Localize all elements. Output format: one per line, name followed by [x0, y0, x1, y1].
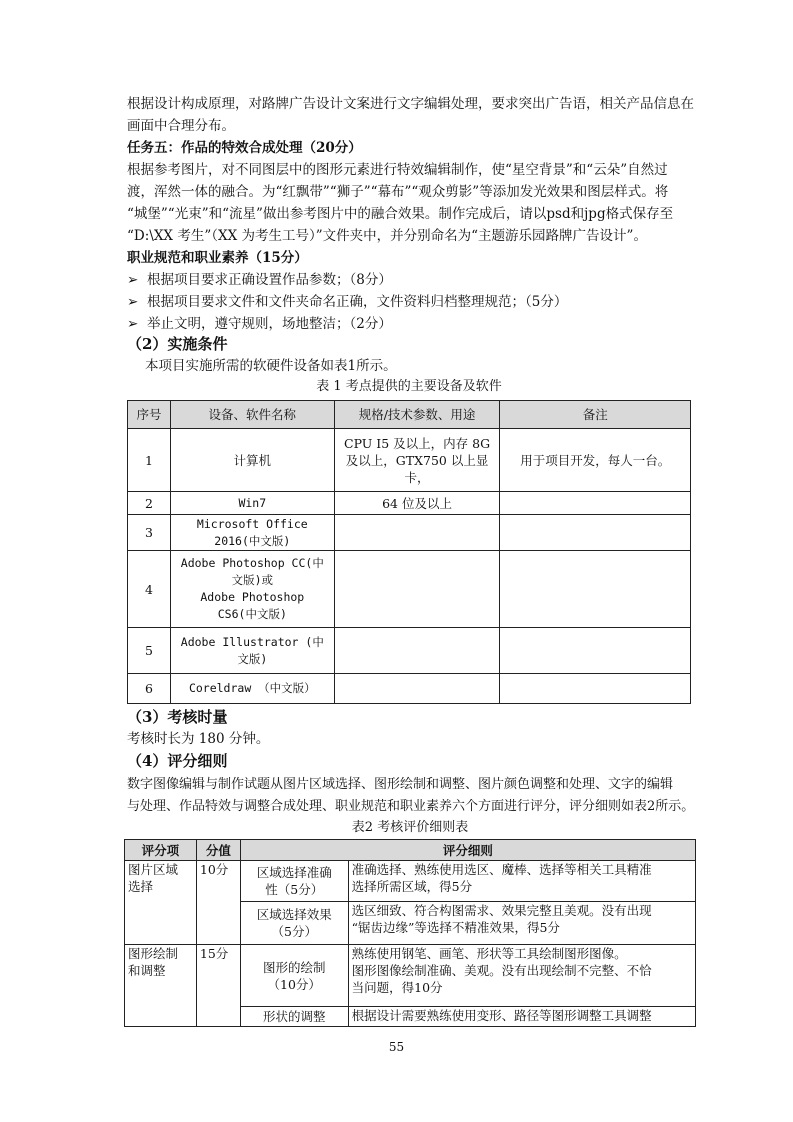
- table-cell: [240, 945, 348, 1007]
- table-cell: [500, 515, 691, 551]
- table-row: [128, 628, 691, 674]
- table-row: [128, 674, 691, 704]
- cell-line: 和调整: [128, 963, 166, 978]
- table-cell: [334, 515, 500, 551]
- cell-line: Adobe Photoshop: [200, 590, 305, 604]
- table-cell: 6: [128, 674, 171, 704]
- table-row: [125, 861, 696, 902]
- cell-line: 区域选择准确: [256, 865, 332, 880]
- table-cell: [348, 945, 695, 1007]
- table-row: [128, 515, 691, 551]
- table-cell: [125, 861, 197, 945]
- table-cell: [334, 551, 500, 628]
- cell-line: 选择所需区域，得5分: [351, 879, 473, 894]
- table-row: [125, 945, 696, 1007]
- cell-line: 准确选择、熟练使用选区、魔棒、选择等相关工具精准: [351, 862, 652, 877]
- cell-line: Microsoft Office: [196, 516, 308, 531]
- table-cell: Coreldraw （中文版）: [170, 674, 334, 704]
- cell-line: CS6(中文版): [217, 607, 287, 621]
- norms-item: [127, 313, 392, 335]
- table2-caption: 表2 考核评价细则表: [351, 820, 469, 835]
- norms-item-text: 举止文明，遵守规则，场地整洁；（2分）: [147, 316, 392, 332]
- task5-line: 渡，浑然一体的融合。为“红飘带”“狮子”“幕布”“观众剪影”等添加发光效果和图层样式。将: [127, 184, 669, 200]
- arrow-bullet-icon: ➢: [127, 294, 139, 310]
- cell-line: 卡，: [404, 469, 430, 485]
- column-header: 评分细则: [240, 840, 695, 861]
- cell-line: Adobe Photoshop CC(中: [180, 556, 324, 570]
- table-cell: 2: [128, 492, 171, 515]
- table-cell: 4: [128, 551, 171, 628]
- table-cell: [500, 628, 691, 674]
- table-cell: [500, 674, 691, 704]
- arrow-bullet-icon: ➢: [127, 316, 139, 332]
- table-cell: [170, 515, 334, 551]
- column-header: 备注: [500, 401, 691, 429]
- page-number: 55: [388, 1040, 405, 1054]
- table-row: [128, 429, 691, 492]
- table-header-row: [125, 840, 696, 861]
- table-cell: 5: [128, 628, 171, 674]
- cell-line: （10分）: [267, 976, 321, 992]
- norms-title: 职业规范和职业素养（15分）: [127, 250, 308, 266]
- cell-line: 2016(中文版): [214, 533, 291, 548]
- cell-line: 图形的绘制: [262, 959, 326, 975]
- table-cell: [170, 551, 334, 628]
- cell-line: 选区细致、符合构图需求、效果完整且美观。没有出现: [351, 903, 652, 918]
- task5-title: 任务五：作品的特效合成处理（20分）: [127, 140, 362, 156]
- table-cell: 3: [128, 515, 171, 551]
- section4-heading: （4）评分细则: [127, 752, 228, 770]
- arrow-bullet-icon: ➢: [127, 272, 139, 288]
- table-cell: [334, 674, 500, 704]
- cell-line: Adobe Illustrator (中: [180, 634, 324, 649]
- cell-line: 文版): [237, 651, 268, 666]
- section4-line: 数字图像编辑与制作试题从图片区域选择、图形绘制和调整、图片颜色调整和处理、文字的编辑: [127, 777, 674, 792]
- table-cell: [170, 628, 334, 674]
- cell-line: （5分）: [271, 924, 317, 939]
- table-cell: 计算机: [170, 429, 334, 492]
- column-header: 规格/技术参数、用途: [334, 401, 500, 429]
- table-cell: [240, 861, 348, 902]
- column-header: 序号: [128, 401, 171, 429]
- norms-item-text: 根据项目要求正确设置作品参数；（8分）: [147, 272, 392, 288]
- cell-line: 熟练使用钢笔、画笔、形状等工具绘制图形图像。: [351, 946, 627, 961]
- section3-heading: （3）考核时量: [127, 708, 228, 726]
- table-cell: 15分: [196, 945, 240, 1027]
- intro-line: 画面中合理分布。: [127, 118, 235, 134]
- column-header: 分值: [196, 840, 240, 861]
- cell-line: 区域选择效果: [256, 907, 332, 922]
- table-row: [128, 551, 691, 628]
- section2-text: 本项目实施所需的软硬件设备如表1所示。: [145, 358, 397, 374]
- table-cell: [348, 902, 695, 945]
- cell-line: 选择: [128, 879, 154, 894]
- section4-line: 与处理、作品特效与调整合成处理、职业规范和职业素养六个方面进行评分，评分细则如表2所示。: [127, 799, 695, 814]
- cell-line: 图形图像绘制准确、美观。没有出现绘制不完整、不恰: [351, 963, 652, 978]
- table-cell: [125, 945, 197, 1027]
- section2-heading: （2）实施条件: [127, 335, 228, 353]
- table-cell: [334, 628, 500, 674]
- table-cell: [348, 861, 695, 902]
- cell-line: 图片区域: [128, 862, 179, 877]
- norms-item-text: 根据项目要求文件和文件夹命名正确，文件资料归档整理规范；（5分）: [147, 294, 568, 310]
- scoring-table: [124, 839, 696, 1027]
- cell-line: 当问题，得10分: [351, 980, 443, 995]
- table-cell: 用于项目开发，每人一台。: [500, 429, 691, 492]
- table1-caption: 表 1 考点提供的主要设备及软件: [316, 379, 502, 394]
- table-cell: [500, 492, 691, 515]
- table-cell: [240, 902, 348, 945]
- cell-line: 图形绘制: [128, 946, 179, 961]
- intro-line: 根据设计构成原理，对路牌广告设计文案进行文字编辑处理，要求突出广告语，相关产品信息在: [127, 96, 694, 112]
- norms-item: [127, 291, 567, 313]
- table-cell: [334, 429, 500, 492]
- column-header: 设备、软件名称: [170, 401, 334, 429]
- table-cell: Win7: [170, 492, 334, 515]
- table-cell: 形状的调整: [240, 1007, 348, 1027]
- task5-line: “D:\XX 考生”（XX 为考生工号）”文件夹中，并分别命名为“主题游乐园路牌广告设计”。: [127, 228, 647, 244]
- task5-line: “城堡”“光束”和“流星”做出参考图片中的融合效果。制作完成后，请以psd和jpg格式保存至: [127, 206, 674, 222]
- cell-line: 性（5分）: [265, 882, 324, 897]
- table-cell: 10分: [196, 861, 240, 945]
- table-cell: [500, 551, 691, 628]
- cell-line: CPU I5 及以上，内存 8G: [344, 435, 491, 451]
- table-header-row: [128, 401, 691, 429]
- norms-item: [127, 269, 392, 291]
- table-cell: 1: [128, 429, 171, 492]
- table-cell: 根据设计需要熟练使用变形、路径等图形调整工具调整: [348, 1007, 695, 1027]
- section3-text: 考核时长为 180 分钟。: [127, 731, 270, 747]
- task5-line: 根据参考图片，对不同图层中的图形元素进行特效编辑制作，使“星空背景”和“云朵”自然过: [127, 162, 668, 178]
- table-row: [128, 492, 691, 515]
- cell-line: “锯齿边缘”等选择不精准效果，得5分: [351, 920, 560, 935]
- cell-line: 及以上，GTX750 以上显: [345, 452, 489, 468]
- cell-line: 文版)或: [231, 573, 274, 587]
- column-header: 评分项: [125, 840, 197, 861]
- table-cell: 64 位及以上: [334, 492, 500, 515]
- equipment-table: [127, 400, 691, 704]
